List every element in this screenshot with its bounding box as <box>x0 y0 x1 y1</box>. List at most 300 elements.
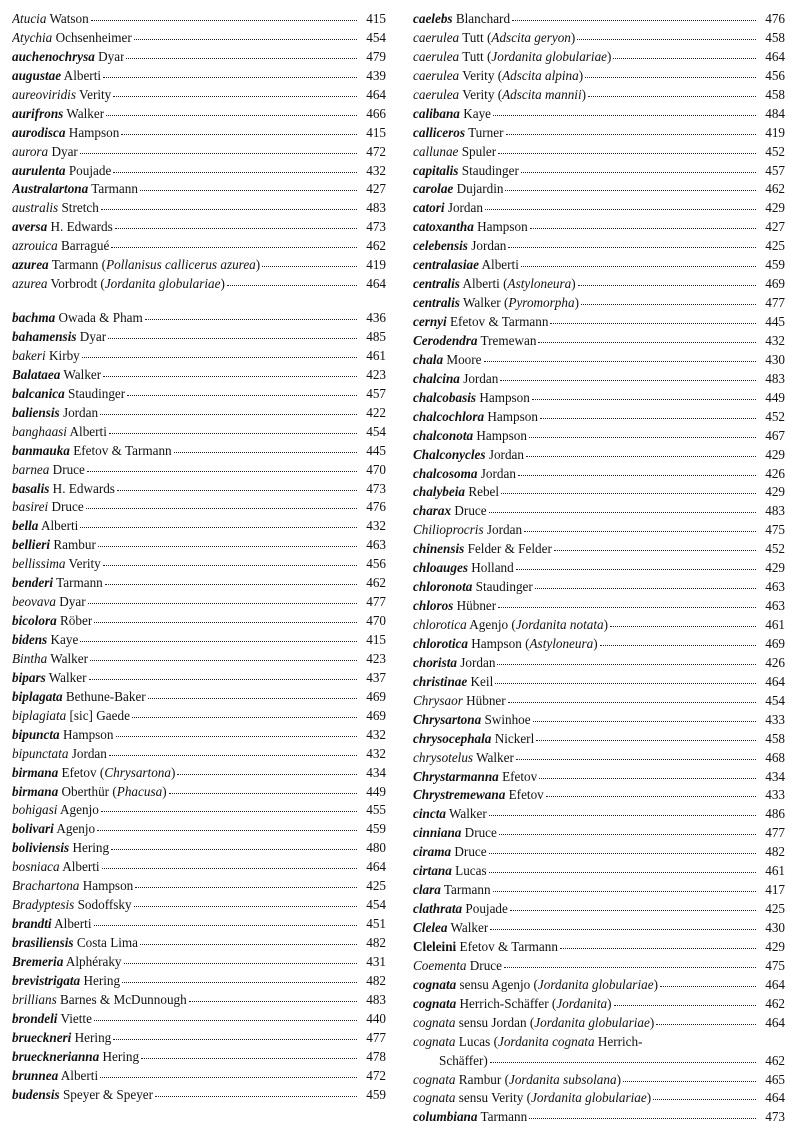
dot-leader <box>148 697 357 699</box>
dot-leader <box>102 867 357 869</box>
index-entry-name <box>12 86 111 105</box>
index-entry-name <box>12 162 111 181</box>
index-entry <box>413 616 785 635</box>
taxon-name: cognata <box>413 995 457 1011</box>
taxon-name: chlorotica <box>413 635 468 651</box>
taxon-name: barnea <box>12 461 50 477</box>
page-number: 459 <box>765 257 785 273</box>
dot-leader <box>506 133 757 135</box>
author-text: Hering <box>69 840 110 856</box>
dot-leader <box>489 814 756 816</box>
dot-leader <box>94 1019 357 1021</box>
index-entry <box>413 559 785 578</box>
page-number: 469 <box>765 635 785 651</box>
taxon-name: bicolora <box>12 613 57 629</box>
taxon-name: cirtana <box>413 863 452 879</box>
author-text: Bethune-Baker <box>62 688 146 704</box>
taxon-name: caerulea <box>413 67 460 83</box>
dot-leader <box>124 962 357 964</box>
index-entry-name <box>12 934 138 953</box>
index-entry-name <box>413 143 496 162</box>
taxon-name: cognata <box>413 1071 456 1087</box>
page-number: 461 <box>366 347 386 363</box>
author-text: Owada & Pham <box>55 310 143 326</box>
author-text: Jordan <box>467 238 507 254</box>
index-entry-name <box>413 294 579 313</box>
author-text: Hampson ( <box>467 635 530 651</box>
index-entry-name <box>12 1067 98 1086</box>
author-text: Alberti <box>51 916 92 932</box>
dot-leader <box>82 356 357 358</box>
dot-leader <box>504 966 756 968</box>
index-entry <box>12 29 386 48</box>
dot-leader <box>521 171 756 173</box>
author-text: Verity <box>75 86 112 102</box>
taxon-name: cirama <box>413 844 452 860</box>
index-entry-name <box>12 555 101 574</box>
dot-leader <box>177 773 357 775</box>
page-number: 462 <box>765 1052 785 1068</box>
taxon-name: australis <box>12 200 59 216</box>
page-number: 462 <box>366 238 386 254</box>
author-text: Nickerl <box>491 730 535 746</box>
index-entry <box>12 67 386 86</box>
index-entry-name <box>413 351 482 370</box>
author-text: Lucas <box>451 863 487 879</box>
dot-leader <box>89 678 357 680</box>
page-number: 477 <box>366 1029 386 1045</box>
taxon-name: Jordanita cognata <box>497 1033 595 1049</box>
author-text: Turner <box>465 124 504 140</box>
index-entry <box>12 688 386 707</box>
dot-leader <box>512 19 756 21</box>
index-entry-name <box>12 764 175 783</box>
taxon-name: catori <box>413 200 445 216</box>
taxon-name: baliensis <box>12 404 60 420</box>
dot-leader <box>500 379 756 381</box>
author-text: Walker <box>447 920 489 935</box>
dot-leader <box>529 1117 756 1119</box>
index-entry-name <box>12 839 109 858</box>
taxon-name: chalybeia <box>413 484 466 500</box>
taxon-name: Bintha <box>12 650 48 666</box>
dot-leader <box>86 507 357 509</box>
page-number: 464 <box>765 1014 785 1030</box>
index-entry-name <box>12 991 187 1010</box>
author-text: Holland <box>467 560 514 576</box>
author-text: Tarmann ( <box>48 257 107 273</box>
index-entry-name <box>12 783 167 802</box>
index-entry <box>12 612 386 631</box>
page-number: 434 <box>366 764 386 780</box>
index-entry-name <box>413 862 487 881</box>
index-entry <box>12 877 386 896</box>
index-entry-name <box>12 480 115 499</box>
author-text: sensu Verity ( <box>455 1090 532 1106</box>
taxon-name: bachma <box>12 310 56 326</box>
index-entry <box>12 650 386 669</box>
dot-leader <box>100 413 357 415</box>
author-text: ) <box>570 29 576 45</box>
dot-leader <box>111 848 357 850</box>
index-entry-name <box>413 86 586 105</box>
taxon-name: bahamensis <box>12 329 77 344</box>
page-number: 415 <box>366 124 386 140</box>
author-text: ) <box>574 295 579 311</box>
page-number: 464 <box>765 673 785 689</box>
taxon-name: auchenochrysa <box>12 48 95 64</box>
index-entry-name <box>12 347 80 366</box>
taxon-name: calliceros <box>413 124 466 140</box>
page-number: 464 <box>765 1090 785 1106</box>
index-entry <box>12 498 386 517</box>
index-entry <box>413 29 785 48</box>
index-entry <box>12 820 386 839</box>
page-number: 454 <box>366 897 386 913</box>
dot-leader <box>588 95 756 97</box>
taxon-name: Adscita geryon <box>491 29 571 45</box>
index-entry-name <box>413 218 528 237</box>
dot-leader <box>581 303 756 305</box>
dot-leader <box>80 152 357 154</box>
index-entry <box>12 86 386 105</box>
author-text: Moore <box>443 351 482 367</box>
author-text: Hampson <box>79 878 134 894</box>
taxon-name: cognata <box>413 1090 456 1106</box>
index-entry <box>12 404 386 423</box>
author-text: Lucas ( <box>455 1033 498 1049</box>
index-entry-name <box>413 597 496 616</box>
page-number: 458 <box>765 730 785 746</box>
index-entry <box>413 10 785 29</box>
index-entry <box>12 347 386 366</box>
taxon-name: aurora <box>12 143 49 159</box>
taxon-name: azrouica <box>12 238 58 254</box>
index-entry-name <box>12 593 86 612</box>
page-number: 462 <box>765 995 785 1011</box>
author-text: Efetov & Tarmann <box>69 442 172 458</box>
index-entry <box>413 427 785 446</box>
index-entry-name <box>12 366 101 385</box>
index-entry <box>413 1071 785 1090</box>
author-text: sensu Jordan ( <box>455 1014 535 1030</box>
index-entry <box>413 1089 785 1108</box>
taxon-name: Chrystremewana <box>413 787 506 803</box>
page-number: 468 <box>765 749 785 765</box>
page-number: 419 <box>765 124 785 140</box>
author-text: Barragué <box>57 238 110 254</box>
index-entry-name <box>12 442 172 461</box>
page-number: 434 <box>765 768 785 784</box>
index-entry <box>12 461 386 480</box>
dot-leader <box>103 76 357 78</box>
taxon-name: bipars <box>12 669 46 685</box>
taxon-name: chalcobasis <box>413 389 477 405</box>
index-entry <box>413 237 785 256</box>
author-text: ) <box>220 276 225 292</box>
page-number: 439 <box>366 67 386 83</box>
taxon-name: celebensis <box>413 238 468 254</box>
taxon-name: Chrysartona <box>104 764 171 780</box>
author-text: Hampson <box>473 219 528 235</box>
dot-leader <box>91 19 357 21</box>
page-number: 458 <box>765 86 785 102</box>
taxon-name: carolae <box>413 181 454 197</box>
index-entry <box>413 957 785 976</box>
page-number: 477 <box>366 594 386 610</box>
taxon-name: clathrata <box>413 901 463 917</box>
index-entry-name <box>413 824 497 843</box>
index-entry-name <box>413 673 493 692</box>
page-number: 482 <box>366 935 386 950</box>
index-entry <box>413 597 785 616</box>
index-entry <box>413 768 785 787</box>
page-number: 483 <box>366 991 386 1007</box>
taxon-name: biplagata <box>12 688 63 704</box>
taxon-name: birmana <box>12 783 59 799</box>
dot-leader <box>97 829 357 831</box>
index-entry-name <box>12 498 84 517</box>
index-entry <box>12 555 386 574</box>
dot-leader <box>516 568 756 570</box>
dot-leader <box>134 905 357 907</box>
index-entry <box>12 934 386 953</box>
dot-leader <box>508 701 756 703</box>
author-text: Hübner <box>462 692 506 708</box>
taxon-name: chrysocephala <box>413 730 492 746</box>
index-entry-name <box>12 820 95 839</box>
taxon-name: chlorotica <box>413 617 467 632</box>
page-number: 463 <box>765 579 785 595</box>
index-entry <box>12 783 386 802</box>
index-entry <box>413 294 785 313</box>
author-text: Vorbrodt ( <box>47 276 105 292</box>
index-entry-name <box>12 517 78 536</box>
index-entry <box>413 786 785 805</box>
dot-leader <box>108 337 357 339</box>
page-number: 458 <box>765 29 785 45</box>
index-entry <box>12 275 386 294</box>
author-text: Druce <box>451 844 487 860</box>
index-entry-name <box>413 1033 643 1052</box>
index-entry <box>12 574 386 593</box>
page-number: 466 <box>366 105 386 121</box>
dot-leader <box>539 777 756 779</box>
index-entry-name <box>12 688 146 707</box>
author-text: Druce <box>48 499 84 515</box>
page-number: 477 <box>765 295 785 311</box>
index-entry-name <box>413 48 611 67</box>
taxon-name: clara <box>413 882 441 898</box>
taxon-name: augustae <box>12 67 62 83</box>
taxon-name: bosniaca <box>12 859 60 875</box>
dot-leader <box>505 189 756 191</box>
author-text: ) <box>603 617 609 632</box>
author-text: Hübner <box>453 598 497 614</box>
page-number: 483 <box>765 370 785 386</box>
index-entry-name <box>439 1052 488 1071</box>
index-entry-name <box>413 446 524 465</box>
index-entry <box>413 218 785 237</box>
page-number: 419 <box>366 257 386 273</box>
dot-leader <box>530 227 756 229</box>
index-entry-name <box>413 67 583 86</box>
dot-leader <box>538 341 756 343</box>
author-text: Jordan <box>483 522 523 538</box>
dot-leader <box>135 886 357 888</box>
taxon-name: bolivari <box>12 821 54 837</box>
dot-leader <box>113 1038 357 1040</box>
index-entry-name <box>12 631 78 650</box>
index-entry-name <box>12 237 109 256</box>
page-number: 473 <box>765 1109 785 1125</box>
index-entry-name <box>413 275 576 294</box>
author-text: Hampson <box>65 124 120 140</box>
index-entry-name <box>413 502 487 521</box>
dot-leader <box>529 436 756 438</box>
author-text: Poujade <box>462 901 508 917</box>
index-entry-name <box>12 328 106 347</box>
page-number: 445 <box>765 314 785 329</box>
page-number: 423 <box>366 366 386 382</box>
index-entry <box>12 1067 386 1086</box>
dot-leader <box>100 1076 357 1078</box>
dot-leader <box>585 76 756 78</box>
author-text: Tremewan <box>477 332 537 348</box>
index-entry <box>413 351 785 370</box>
author-text: Walker ( <box>459 295 509 311</box>
author-text: Tutt ( <box>459 29 492 45</box>
dot-leader <box>101 208 357 210</box>
taxon-name: bellieri <box>12 537 51 553</box>
index-entry <box>12 1029 386 1048</box>
taxon-name: chala <box>413 351 444 367</box>
index-entry <box>413 67 785 86</box>
dot-leader <box>113 95 357 97</box>
index-entry <box>12 143 386 162</box>
author-text: Staudinger <box>64 385 126 401</box>
page-number: 452 <box>765 143 785 159</box>
dot-leader <box>577 38 756 40</box>
author-text: Rambur <box>50 537 96 553</box>
dot-leader <box>489 511 756 513</box>
page-number: 476 <box>765 11 785 26</box>
author-text: Tarmann <box>88 181 138 197</box>
author-text: ) <box>255 257 261 273</box>
dot-leader <box>532 398 756 400</box>
taxon-name: centralis <box>413 295 460 311</box>
page-number: 470 <box>366 461 386 477</box>
taxon-name: budensis <box>12 1086 60 1102</box>
author-text: Efetov & Tarmann <box>456 938 558 954</box>
taxon-name: brasiliensis <box>12 935 74 950</box>
page-number: 427 <box>366 181 386 197</box>
author-text: Jordan <box>456 654 496 670</box>
taxon-name: centralis <box>413 276 460 292</box>
dot-leader <box>113 171 357 173</box>
taxon-name: brunnea <box>12 1067 59 1083</box>
page-number: 449 <box>366 783 386 799</box>
taxon-name: chalcosoma <box>413 465 478 481</box>
page-number: 429 <box>765 938 785 954</box>
page-number: 483 <box>366 200 386 216</box>
dot-leader <box>521 265 756 267</box>
taxon-name: callunae <box>413 143 459 159</box>
author-text: Hampson <box>59 726 114 742</box>
taxon-name: Atucia <box>12 11 47 26</box>
page-number: 464 <box>765 976 785 992</box>
index-entry-name <box>413 881 491 900</box>
index-entry <box>12 180 386 199</box>
taxon-name: Pollanisus callicerus azurea <box>106 257 256 273</box>
taxon-name: Chrysartona <box>413 711 482 727</box>
taxon-name: aurodisca <box>12 124 66 140</box>
page-number: 478 <box>366 1048 386 1064</box>
index-entry <box>12 256 386 275</box>
index-entry-name <box>12 423 107 442</box>
index-entry <box>413 976 785 995</box>
index-entry <box>12 48 386 67</box>
page-number: 454 <box>765 692 785 708</box>
index-entry-name <box>413 105 491 124</box>
index-entry <box>12 972 386 991</box>
dot-leader <box>498 152 756 154</box>
taxon-name: caelebs <box>413 11 453 26</box>
index-entry <box>12 162 386 181</box>
author-text: Staudinger <box>472 579 533 595</box>
index-entry-name <box>413 976 658 995</box>
index-entry-name <box>413 408 538 427</box>
page-number: 457 <box>765 162 785 178</box>
page-number: 427 <box>765 219 785 235</box>
index-entry-name <box>413 730 534 749</box>
taxon-name: bipunctata <box>12 745 69 761</box>
index-entry-name <box>413 29 575 48</box>
taxon-name: Jordanita globulariae <box>534 1014 650 1030</box>
page-number: 449 <box>765 389 785 405</box>
taxon-name: basalis <box>12 480 50 496</box>
author-text: Dyar <box>76 329 107 344</box>
taxon-name: Bremeria <box>12 953 64 969</box>
index-entry <box>413 465 785 484</box>
taxon-name: azurea <box>12 257 49 273</box>
taxon-name: boliviensis <box>12 840 70 856</box>
dot-leader <box>516 758 756 760</box>
index-entry <box>413 824 785 843</box>
taxon-name: bellissima <box>12 556 66 572</box>
taxon-name: bipuncta <box>12 726 60 742</box>
author-text: Efetov <box>498 768 538 784</box>
author-text: Hering <box>80 972 121 988</box>
author-text: Herrich- <box>594 1033 643 1049</box>
index-entry-name <box>12 915 92 934</box>
author-text: Kaye <box>459 105 492 121</box>
author-text: Efetov & Tarmann <box>446 314 549 329</box>
author-text: Tarmann <box>477 1109 528 1125</box>
taxon-name: chrysotelus <box>413 749 474 765</box>
dot-leader <box>518 474 756 476</box>
page-number: 430 <box>765 351 785 367</box>
taxon-name: brueckneri <box>12 1029 72 1045</box>
page-number: 463 <box>366 537 386 553</box>
page-number: 452 <box>765 408 785 424</box>
page-number: 454 <box>366 29 386 45</box>
taxon-name: cincta <box>413 806 446 822</box>
dot-leader <box>656 1023 756 1025</box>
index-entry-name <box>12 67 101 86</box>
dot-leader <box>98 545 357 547</box>
index-entry-name <box>12 218 113 237</box>
